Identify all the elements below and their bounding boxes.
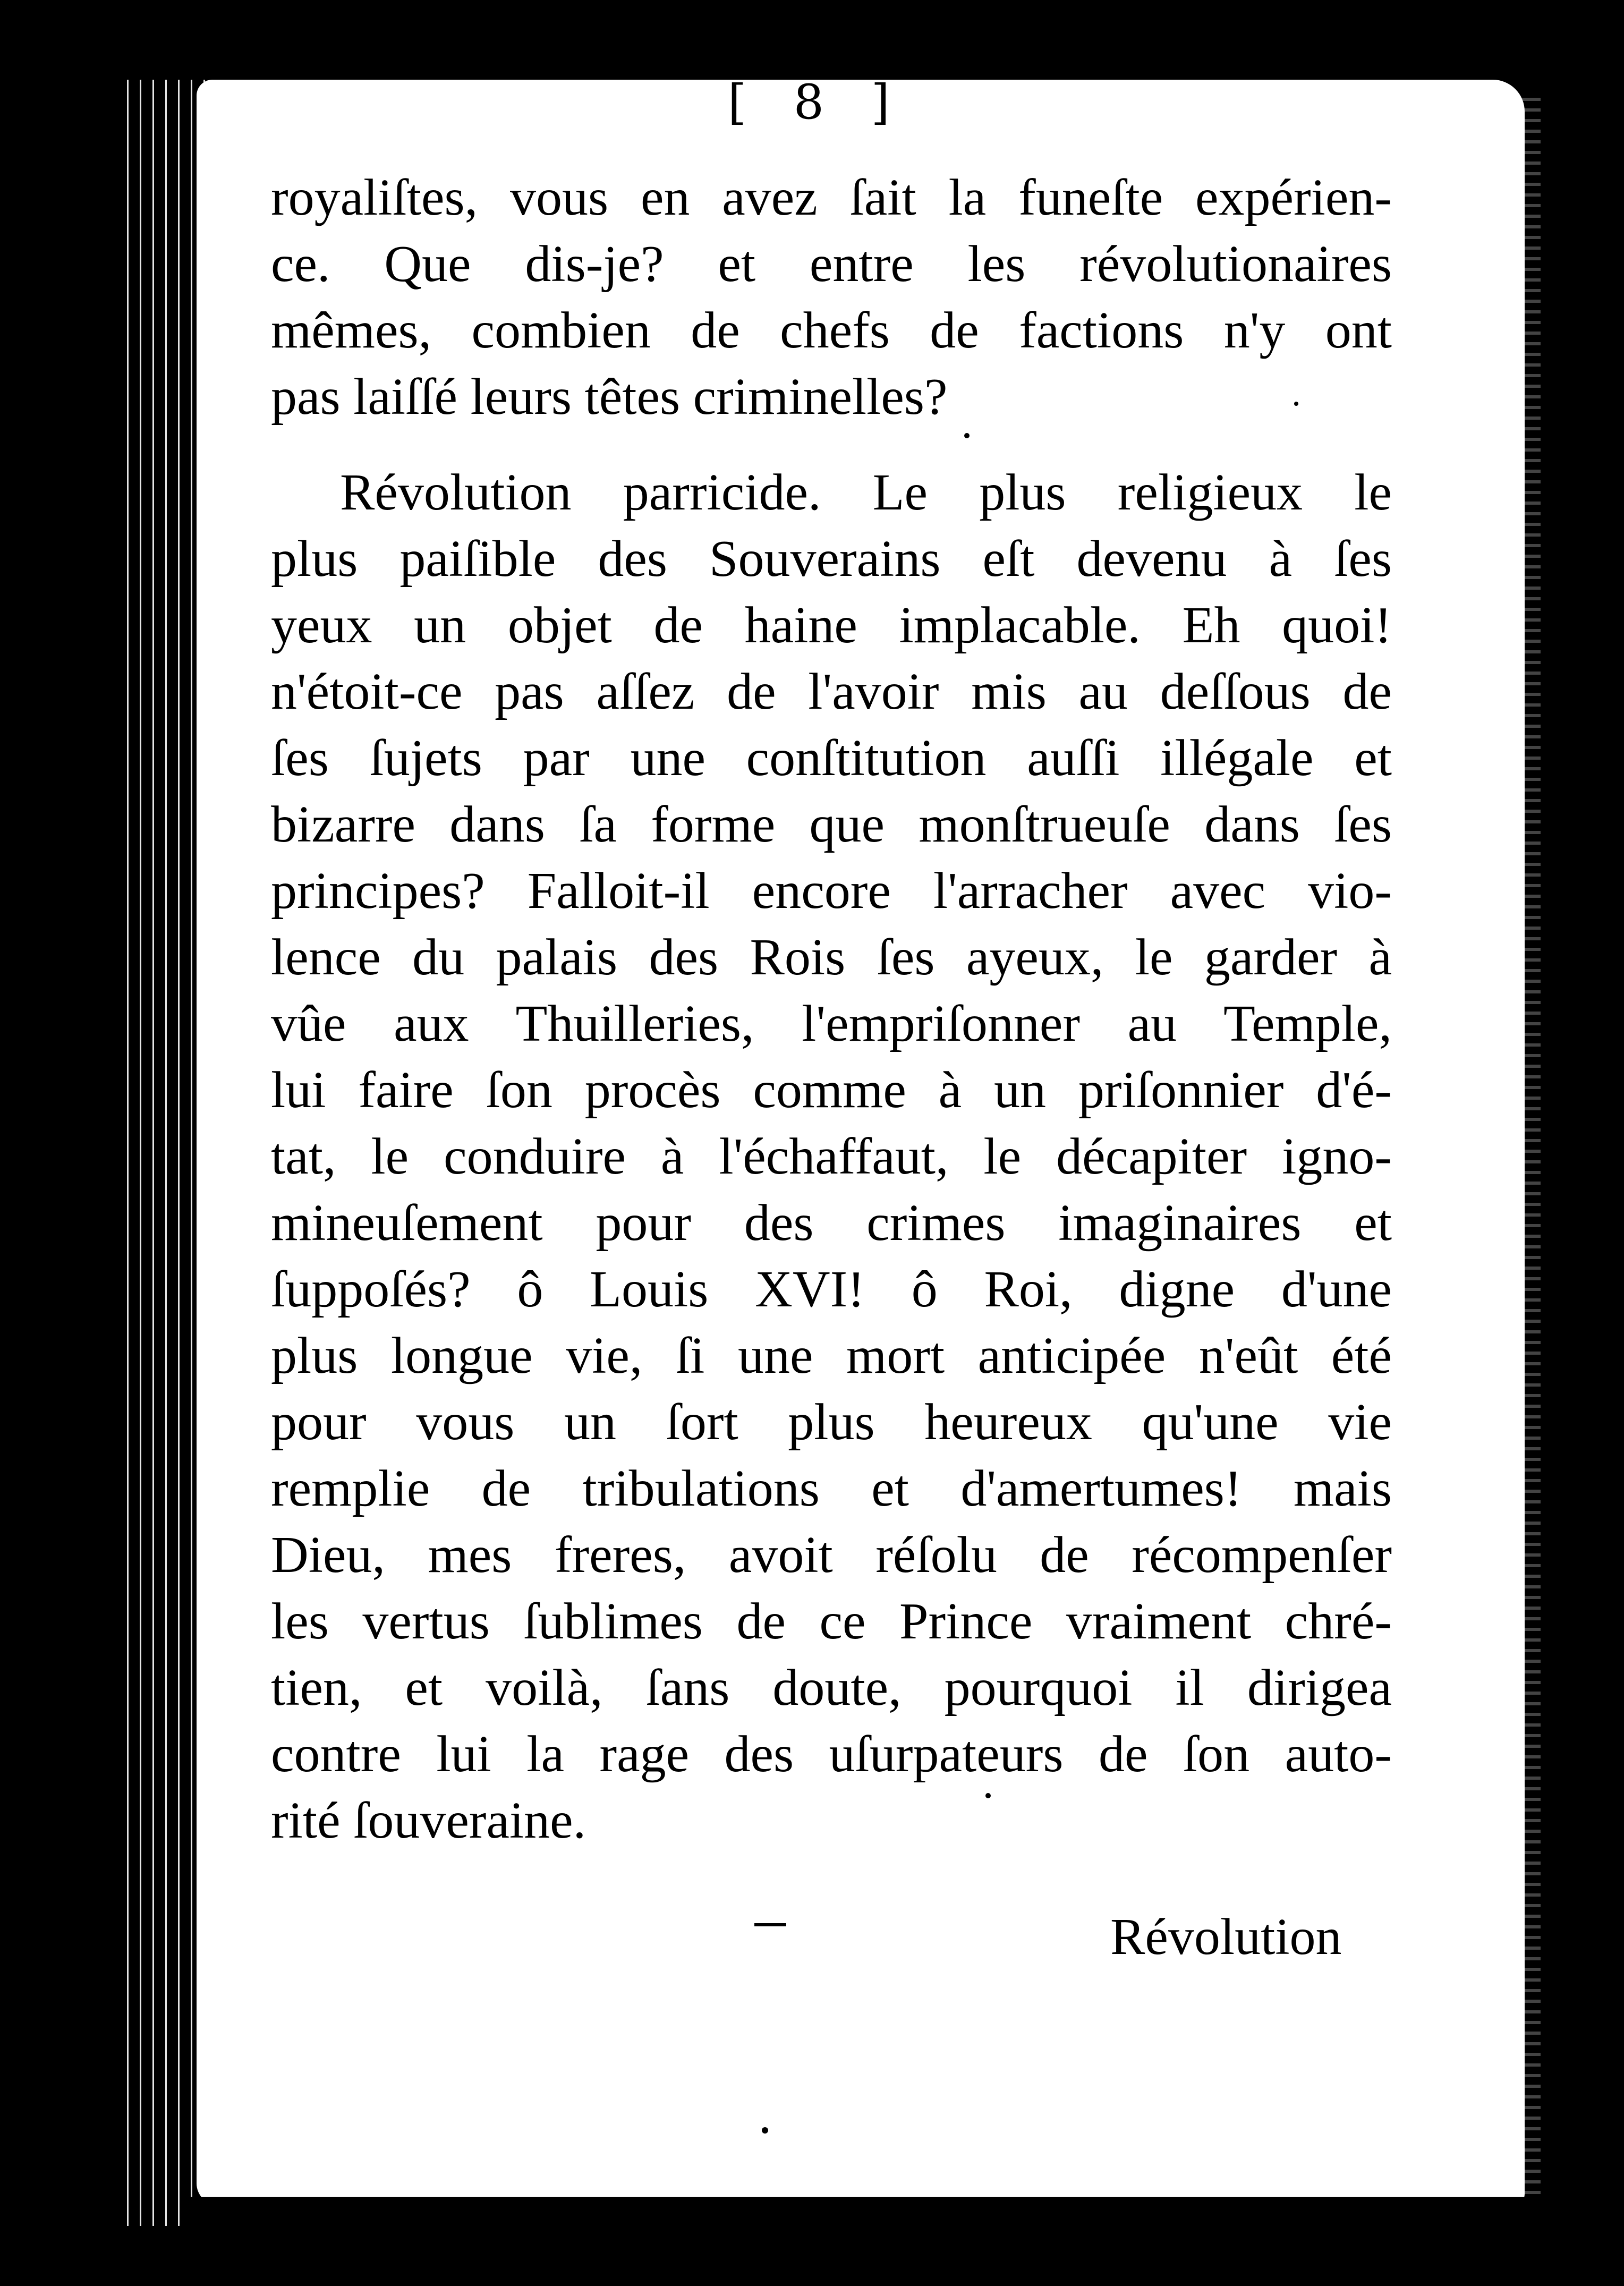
text-line: plus paiſible des Souverains eſt devenu à ſes bbox=[271, 530, 1392, 588]
text-line: vûe aux Thuilleries, l'empriſonner au Temple, bbox=[271, 995, 1392, 1052]
page-bottom-edge bbox=[186, 2197, 1541, 2229]
paragraph-2 bbox=[271, 460, 1392, 1854]
text-line: plus longue vie, ſi une mort anticipée n'eût été bbox=[271, 1327, 1392, 1384]
text-line: royaliſtes, vous en avez ſait la funeſte expérien- bbox=[271, 169, 1392, 226]
text-line: Dieu, mes freres, avoit réſolu de récompenſer bbox=[271, 1526, 1392, 1584]
text-line: yeux un objet de haine implacable. Eh quoi! bbox=[271, 597, 1392, 654]
page-number: [ 8 ] bbox=[728, 74, 906, 130]
text-line: tien, et voilà, ſans doute, pourquoi il dirigea bbox=[271, 1659, 1392, 1716]
text-line: lui faire ſon procès comme à un priſonnier d'é- bbox=[271, 1061, 1392, 1119]
text-line: pour vous un ſort plus heureux qu'une vie bbox=[271, 1393, 1392, 1451]
text-line: pas laiſſé leurs têtes criminelles? bbox=[271, 368, 948, 426]
text-line: ſuppoſés? ô Louis XVI! ô Roi, digne d'une bbox=[271, 1261, 1392, 1318]
text-line: mêmes, combien de chefs de factions n'y ont bbox=[271, 302, 1392, 359]
text-line: remplie de tribulations et d'amertumes! mais bbox=[271, 1460, 1392, 1517]
text-line: rité ſouveraine. bbox=[271, 1792, 586, 1849]
body-text bbox=[271, 165, 1392, 1854]
text-line: ce. Que dis-je? et entre les révolutionaires bbox=[271, 235, 1392, 293]
paragraph-gap bbox=[271, 430, 1392, 460]
text-line: Révolution parricide. Le plus religieux le bbox=[340, 464, 1392, 521]
paragraph-1 bbox=[271, 165, 1392, 430]
text-line: tat, le conduire à l'échaffaut, le décapiter igno- bbox=[271, 1128, 1392, 1185]
text-line: lence du palais des Rois ſes ayeux, le garder à bbox=[271, 929, 1392, 986]
text-line: mineuſement pour des crimes imaginaires et bbox=[271, 1194, 1392, 1252]
text-line: bizarre dans ſa forme que monſtrueuſe dans ſes bbox=[271, 796, 1392, 853]
text-line: les vertus ſublimes de ce Prince vraiment chré- bbox=[271, 1593, 1392, 1650]
catchword: Révolution bbox=[1110, 1908, 1342, 1966]
text-line: principes? Falloit-il encore l'arracher avec vio- bbox=[271, 862, 1392, 920]
text-line: n'étoit-ce pas aſſez de l'avoir mis au deſſous de bbox=[271, 663, 1392, 720]
text-line: ſes ſujets par une conſtitution auſſi illégale et bbox=[271, 729, 1392, 787]
text-line: contre lui la rage des uſurpateurs de ſon auto- bbox=[271, 1726, 1392, 1783]
